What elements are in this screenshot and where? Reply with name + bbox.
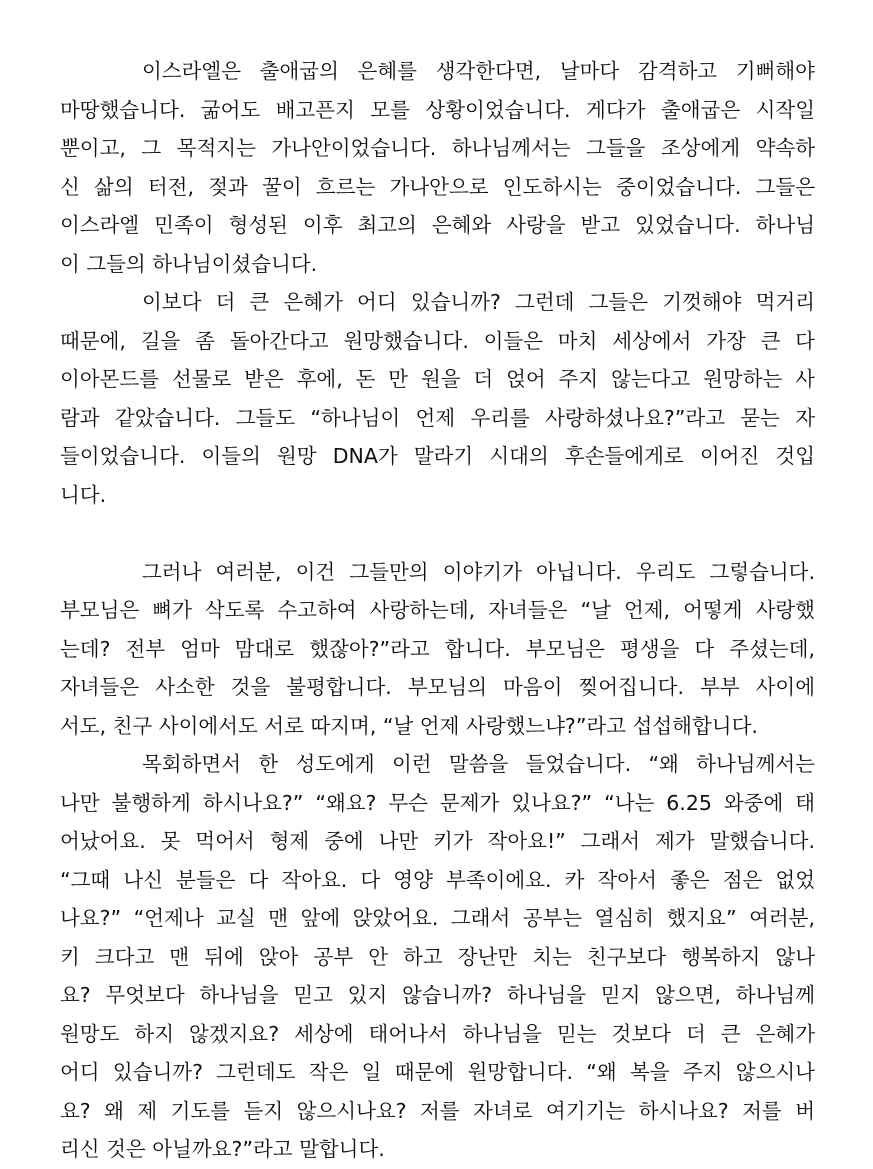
text-line: 요? 무엇보다 하나님을 믿고 있지 않습니까? 하나님을 믿지 않으면, 하나님께 <box>60 983 815 1007</box>
text-line: 어디 있습니까? 그런데도 작은 일 때문에 원망합니다. “왜 복을 주지 않으시나 <box>60 1060 815 1084</box>
text-line: 어났어요. 못 먹어서 형제 중에 나만 키가 작아요!” 그래서 제가 말했습니다. <box>60 829 815 853</box>
paragraph-3 <box>60 553 815 746</box>
text-line: 요? 왜 제 기도를 듣지 않으시나요? 저를 자녀로 여기기는 하시나요? 저를 버 <box>60 1098 815 1123</box>
text-line: 나만 불행하게 하시나요?” “왜요? 무슨 문제가 있나요?” “나는 6.25 와중에 태 <box>60 790 815 815</box>
text-line: 목회하면서 한 성도에게 이런 말씀을 들었습니다. “왜 하나님께서는 <box>142 752 815 776</box>
text-line: 이아몬드를 선물로 받은 후에, 돈 만 원을 더 얹어 주지 않는다고 원망하는 사 <box>60 367 815 391</box>
text-line: 이 그들의 하나님이셨습니다. <box>60 251 318 276</box>
text-line: 서도, 친구 사이에서도 서로 따지며, “날 언제 사랑했느냐?”라고 섭섭해합니다. <box>60 713 758 738</box>
text-line: 키 크다고 맨 뒤에 앉아 공부 안 하고 장난만 치는 친구보다 행복하지 않나 <box>60 944 815 969</box>
text-line: 람과 같았습니다. 그들도 “하나님이 언제 우리를 사랑하셨나요?”라고 묻는 자 <box>60 405 815 430</box>
text-line: 나요?” “언제나 교실 맨 앞에 앉았어요. 그래서 공부는 열심히 했지요” 여러분, <box>60 906 815 930</box>
text-line: 들이었습니다. 이들의 원망 DNA가 말라기 시대의 후손들에게로 이어진 것입 <box>60 444 815 468</box>
paragraph-spacer <box>60 514 815 553</box>
text-line: 이스라엘 민족이 형성된 이후 최고의 은혜와 사랑을 받고 있었습니다. 하나님 <box>60 213 815 237</box>
document-body <box>60 52 815 1169</box>
text-line: 신 삶의 터전, 젖과 꿀이 흐르는 가나안으로 인도하시는 중이었습니다. 그들은 <box>60 174 815 199</box>
text-line: 니다. <box>60 482 107 507</box>
text-line: 자녀들은 사소한 것을 불평합니다. 부모님의 마음이 찢어집니다. 부부 사이에 <box>60 675 815 699</box>
paragraph-4 <box>60 745 815 1169</box>
text-line: 그러나 여러분, 이건 그들만의 이야기가 아닙니다. 우리도 그렇습니다. <box>142 559 815 584</box>
text-line: 원망도 하지 않겠지요? 세상에 태어나서 하나님을 믿는 것보다 더 큰 은혜가 <box>60 1021 815 1046</box>
text-line: 부모님은 뼈가 삭도록 수고하여 사랑하는데, 자녀들은 “날 언제, 어떻게 사랑했 <box>60 598 815 622</box>
text-line: 이보다 더 큰 은혜가 어디 있습니까? 그런데 그들은 기껏해야 먹거리 <box>142 290 815 314</box>
text-line: 이스라엘은 출애굽의 은혜를 생각한다면, 날마다 감격하고 기뻐해야 <box>142 59 815 83</box>
paragraph-2 <box>60 283 815 514</box>
text-line: 리신 것은 아닐까요?”라고 말합니다. <box>60 1137 385 1161</box>
text-line: 마땅했습니다. 굶어도 배고픈지 모를 상황이었습니다. 게다가 출애굽은 시작일 <box>60 97 815 122</box>
text-line: 는데? 전부 엄마 맘대로 했잖아?”라고 합니다. 부모님은 평생을 다 주셨는데, <box>60 636 815 661</box>
text-line: 때문에, 길을 좀 돌아간다고 원망했습니다. 이들은 마치 세상에서 가장 큰 다 <box>60 328 815 353</box>
text-line: “그때 나신 분들은 다 작아요. 다 영양 부족이에요. 카 작아서 좋은 점은 없었 <box>60 867 815 892</box>
text-line: 뿐이고, 그 목적지는 가나안이었습니다. 하나님께서는 그들을 조상에게 약속하 <box>60 136 815 160</box>
paragraph-1 <box>60 52 815 283</box>
